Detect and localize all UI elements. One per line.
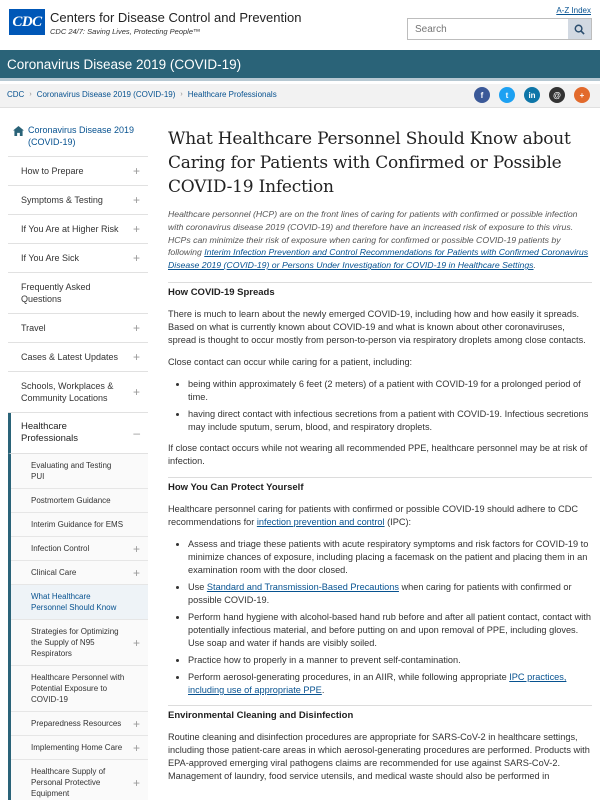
linkedin-icon[interactable]: in <box>524 87 540 103</box>
intro-text: Healthcare personnel (HCP) are on the front lines of caring for patients with confirmed or possible infection with coronavirus disease 2019 (COVID-19) and therefore have an increased risk of exposure to this virus. HCPs can minimize their risk of exposure when caring for confirmed or possible COVID-19 patients by following <box>168 209 578 258</box>
sidebar-item-travel[interactable] <box>8 314 148 343</box>
close-contact-list <box>188 378 592 434</box>
agency-tagline: CDC 24/7: Saving Lives, Protecting People™ <box>50 27 201 36</box>
syndicate-icon[interactable]: + <box>574 87 590 103</box>
subnav-item-ems[interactable] <box>11 513 148 537</box>
sidebar-item-healthcare-professionals[interactable] <box>8 413 148 454</box>
sidebar-item-label: If You Are at Higher Risk <box>21 224 119 234</box>
expand-plus-icon[interactable]: + <box>132 164 140 178</box>
topic-title-bar <box>0 50 600 81</box>
agency-name[interactable]: Centers for Disease Control and Prevention <box>50 10 302 25</box>
list-item: • Perform hand hygiene with alcohol-based hand rub before and after all patient contact, contact with potentially infectious material, and before putting on and upon removal of PPE, including gloves. Use soap and water if hands are visibly soiled. <box>188 611 592 650</box>
sidebar-item-schools[interactable] <box>8 372 148 413</box>
topic-title[interactable]: Coronavirus Disease 2019 (COVID-19) <box>7 57 242 72</box>
sidebar-item-label: Healthcare Professionals <box>21 421 79 444</box>
breadcrumb <box>7 90 277 99</box>
chevron-right-icon: › <box>180 91 183 98</box>
social-share <box>474 87 590 103</box>
expand-plus-icon[interactable]: + <box>132 716 140 731</box>
section-heading-protect: How You Can Protect Yourself <box>168 477 592 501</box>
spread-paragraph-3: If close contact occurs while not wearing all recommended PPE, healthcare personnel may be at risk of infection. <box>168 442 588 466</box>
breadcrumb-bar <box>0 84 600 108</box>
subnav-item-home-care[interactable] <box>11 736 148 760</box>
spread-paragraph-1: There is much to learn about the newly emerged COVID-19, including how and how easily it spreads. Based on what is currently known about COVID-19 and what is known about other coronaviruses, spread is thought to occur mostly from person-to-person via respiratory droplets among close contacts. <box>168 308 586 345</box>
breadcrumb-covid[interactable]: Coronavirus Disease 2019 (COVID-19) <box>36 90 176 99</box>
subnav-item-postmortem[interactable] <box>11 489 148 513</box>
subnav-item-label: Postmortem Guidance <box>31 496 111 505</box>
subnav-item-label: Infection Control <box>31 544 90 553</box>
expand-plus-icon[interactable]: + <box>132 222 140 236</box>
intro-end: . <box>533 260 536 271</box>
subnav-item-label: What Healthcare Personnel Should Know <box>31 592 117 612</box>
protect-list <box>188 538 592 697</box>
sidebar-item-label: If You Are Sick <box>21 253 80 263</box>
sidebar-item-label: Cases & Latest Updates <box>21 352 119 362</box>
section-heading-cleaning: Environmental Cleaning and Disinfection <box>168 705 592 729</box>
search-input[interactable] <box>408 19 568 39</box>
protect-text: Healthcare personnel caring for patients with confirmed or possible COVID-19 should adhere to CDC recommendations for <box>168 503 579 527</box>
cleaning-paragraph: Routine cleaning and disinfection procedures are appropriate for SARS-CoV-2 in healthcare settings, including those patient-care areas in which aerosol-generating procedures are performed. Products with EPA-approved emerging viral pathogens claims are recommended for use against SARS-CoV-2. Management of laundry, food service utensils, and medical waste should also be performed in <box>168 731 590 781</box>
collapse-minus-icon[interactable]: – <box>133 426 140 440</box>
search-icon <box>574 24 585 35</box>
az-index-link[interactable]: A-Z Index <box>556 6 591 15</box>
expand-plus-icon[interactable]: + <box>132 321 140 335</box>
breadcrumb-cdc[interactable]: CDC <box>7 90 25 99</box>
sidebar-item-symptoms-testing[interactable] <box>8 186 148 215</box>
protect-paragraph <box>168 503 592 529</box>
subnav-item-evaluating-testing[interactable] <box>11 454 148 489</box>
subnav-item-label: Evaluating and Testing PUI <box>31 461 112 481</box>
sidebar-home-label: Coronavirus Disease 2019 (COVID-19) <box>28 125 135 147</box>
sidebar-item-faq[interactable] <box>8 273 148 314</box>
subnav-item-label: Preparedness Resources <box>31 719 122 728</box>
subnav-item-label: Healthcare Personnel with Potential Exposure to COVID-19 <box>31 673 125 704</box>
cdc-logo[interactable]: CDC <box>9 9 45 35</box>
list-item-text: Use <box>188 581 207 592</box>
sidebar-item-label: Symptoms & Testing <box>21 195 103 205</box>
subnav-item-n95-strategies[interactable] <box>11 620 148 666</box>
subnav-item-infection-control[interactable] <box>11 537 148 561</box>
sidebar-item-cases[interactable] <box>8 343 148 372</box>
expand-plus-icon[interactable]: + <box>132 740 140 755</box>
sidebar-item-label: Schools, Workplaces & Community Locations <box>21 381 114 403</box>
expand-plus-icon[interactable]: + <box>132 635 140 650</box>
sidebar-home[interactable] <box>8 118 148 157</box>
subnav-item-current-page[interactable] <box>11 585 148 620</box>
facebook-icon[interactable]: f <box>474 87 490 103</box>
sidebar-item-how-to-prepare[interactable] <box>8 157 148 186</box>
subnav-item-label: Implementing Home Care <box>31 743 123 752</box>
home-icon <box>13 126 24 136</box>
expand-plus-icon[interactable]: + <box>132 541 140 556</box>
subnav-item-clinical-care[interactable] <box>11 561 148 585</box>
sidebar-item-if-sick[interactable] <box>8 244 148 273</box>
sidebar-item-label: How to Prepare <box>21 166 84 176</box>
subnav-item-preparedness[interactable] <box>11 712 148 736</box>
list-item: • Practice how to properly in a manner to prevent self-contamination. <box>188 654 592 667</box>
infection-prevention-link[interactable]: infection prevention and control <box>256 516 385 527</box>
sidebar-item-label: Frequently Asked Questions <box>21 282 91 304</box>
subnav-item-label: Strategies for Optimizing the Supply of N95 Respirators <box>31 627 119 658</box>
breadcrumb-healthcare[interactable]: Healthcare Professionals <box>187 90 277 99</box>
list-item <box>188 581 592 607</box>
page-title: What Healthcare Personnel Should Know about Caring for Patients with Confirmed or Possible COVID-19 Infection <box>168 129 571 197</box>
chevron-right-icon: › <box>29 91 32 98</box>
spread-paragraph-2: Close contact can occur while caring for a patient, including: <box>168 356 413 367</box>
expand-plus-icon[interactable]: + <box>132 193 140 207</box>
subnav-item-label: Healthcare Supply of Personal Protective Equipment <box>31 767 106 798</box>
protect-text-end: (IPC): <box>384 516 412 527</box>
search-button[interactable] <box>568 19 591 39</box>
subnav-item-label: Clinical Care <box>31 568 77 577</box>
list-item-text: . <box>321 684 325 695</box>
section-heading-spread: How COVID-19 Spreads <box>168 282 592 306</box>
expand-plus-icon[interactable]: + <box>132 775 140 790</box>
list-item: • Assess and triage these patients with acute respiratory symptoms and risk factors for COVID-19 to minimize chances of exposure, including placing a facemask on the patient and placing them in an examination room with the door closed. <box>188 538 592 577</box>
intro-paragraph <box>168 208 592 272</box>
list-item-text: when caring for patients with confirmed or possible COVID-19. <box>188 581 572 605</box>
main-content <box>168 127 592 792</box>
sidebar-nav <box>8 118 148 800</box>
list-item <box>188 671 592 697</box>
expand-plus-icon[interactable]: + <box>132 350 140 364</box>
list-item-text: Perform aerosol-generating procedures, in an AIIR, while following appropriate <box>188 671 510 682</box>
list-item: • being within approximately 6 feet (2 meters) of a patient with COVID-19 for a prolonged period of time. <box>188 378 592 404</box>
expand-plus-icon[interactable]: + <box>132 251 140 265</box>
subnav-item-label: Interim Guidance for EMS <box>31 520 124 529</box>
list-item: • having direct contact with infectious secretions from a patient with COVID-19. Infectious secretions may include sputum, serum, blood, and respiratory droplets. <box>188 408 592 434</box>
precautions-link[interactable]: Standard and Transmission-Based Precautions <box>206 581 399 592</box>
email-icon[interactable]: @ <box>549 87 565 103</box>
search-box <box>407 18 592 40</box>
interim-guidance-link[interactable]: Interim Infection Prevention and Control Recommendations for Patients with Confirmed Coronavirus Disease 2019 (COVID-19) or Persons Under Investigation for COVID-19 in Healthcare Settings <box>168 247 589 271</box>
twitter-icon[interactable]: t <box>499 87 515 103</box>
expand-plus-icon[interactable]: + <box>132 385 140 399</box>
ipc-practices-link[interactable]: IPC practices, including use of appropriate PPE <box>188 671 567 695</box>
subnav-item-ppe-supply[interactable] <box>11 760 148 800</box>
sidebar-item-label: Travel <box>21 323 46 333</box>
site-header <box>0 0 600 46</box>
expand-plus-icon[interactable]: + <box>132 565 140 580</box>
sidebar-subnav <box>8 454 148 800</box>
sidebar-item-higher-risk[interactable] <box>8 215 148 244</box>
subnav-item-potential-exposure[interactable] <box>11 666 148 712</box>
